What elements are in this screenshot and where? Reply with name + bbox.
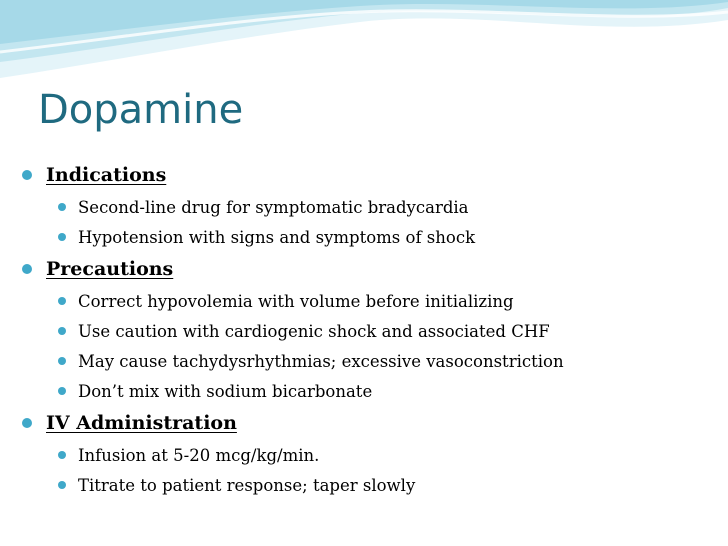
list-item bbox=[22, 222, 712, 252]
bullet-icon bbox=[58, 481, 66, 489]
bullet-list bbox=[22, 158, 712, 500]
list-item-text: Second-line drug for symptomatic bradycardia bbox=[78, 197, 469, 217]
list-item bbox=[22, 346, 712, 376]
list-item-text: Correct hypovolemia with volume before initializing bbox=[78, 291, 514, 311]
section-indications bbox=[22, 158, 712, 192]
list-item-text: Titrate to patient response; taper slowly bbox=[78, 475, 416, 495]
bullet-icon bbox=[58, 233, 66, 241]
list-item bbox=[22, 192, 712, 222]
bullet-icon bbox=[22, 418, 32, 428]
list-item bbox=[22, 440, 712, 470]
list-item-text: May cause tachydysrhythmias; excessive vasoconstriction bbox=[78, 351, 564, 371]
bullet-icon bbox=[22, 170, 32, 180]
bullet-icon bbox=[22, 264, 32, 274]
bullet-icon bbox=[58, 357, 66, 365]
list-item-text: Infusion at 5-20 mcg/kg/min. bbox=[78, 445, 320, 465]
bullet-icon bbox=[58, 451, 66, 459]
list-item bbox=[22, 376, 712, 406]
bullet-icon bbox=[58, 297, 66, 305]
bullet-icon bbox=[58, 387, 66, 395]
list-item bbox=[22, 286, 712, 316]
list-item bbox=[22, 316, 712, 346]
section-iv-administration bbox=[22, 406, 712, 440]
list-item bbox=[22, 470, 712, 500]
decorative-wave-header bbox=[0, 0, 728, 90]
section-heading: Precautions bbox=[46, 258, 174, 280]
section-heading: Indications bbox=[46, 164, 167, 186]
section-heading: IV Administration bbox=[46, 412, 237, 434]
list-item-text: Hypotension with signs and symptoms of shock bbox=[78, 227, 476, 247]
bullet-icon bbox=[58, 327, 66, 335]
slide-title: Dopamine bbox=[38, 87, 244, 133]
list-item-text: Use caution with cardiogenic shock and associated CHF bbox=[78, 321, 550, 341]
section-precautions bbox=[22, 252, 712, 286]
bullet-icon bbox=[58, 203, 66, 211]
list-item-text: Don’t mix with sodium bicarbonate bbox=[78, 381, 373, 401]
